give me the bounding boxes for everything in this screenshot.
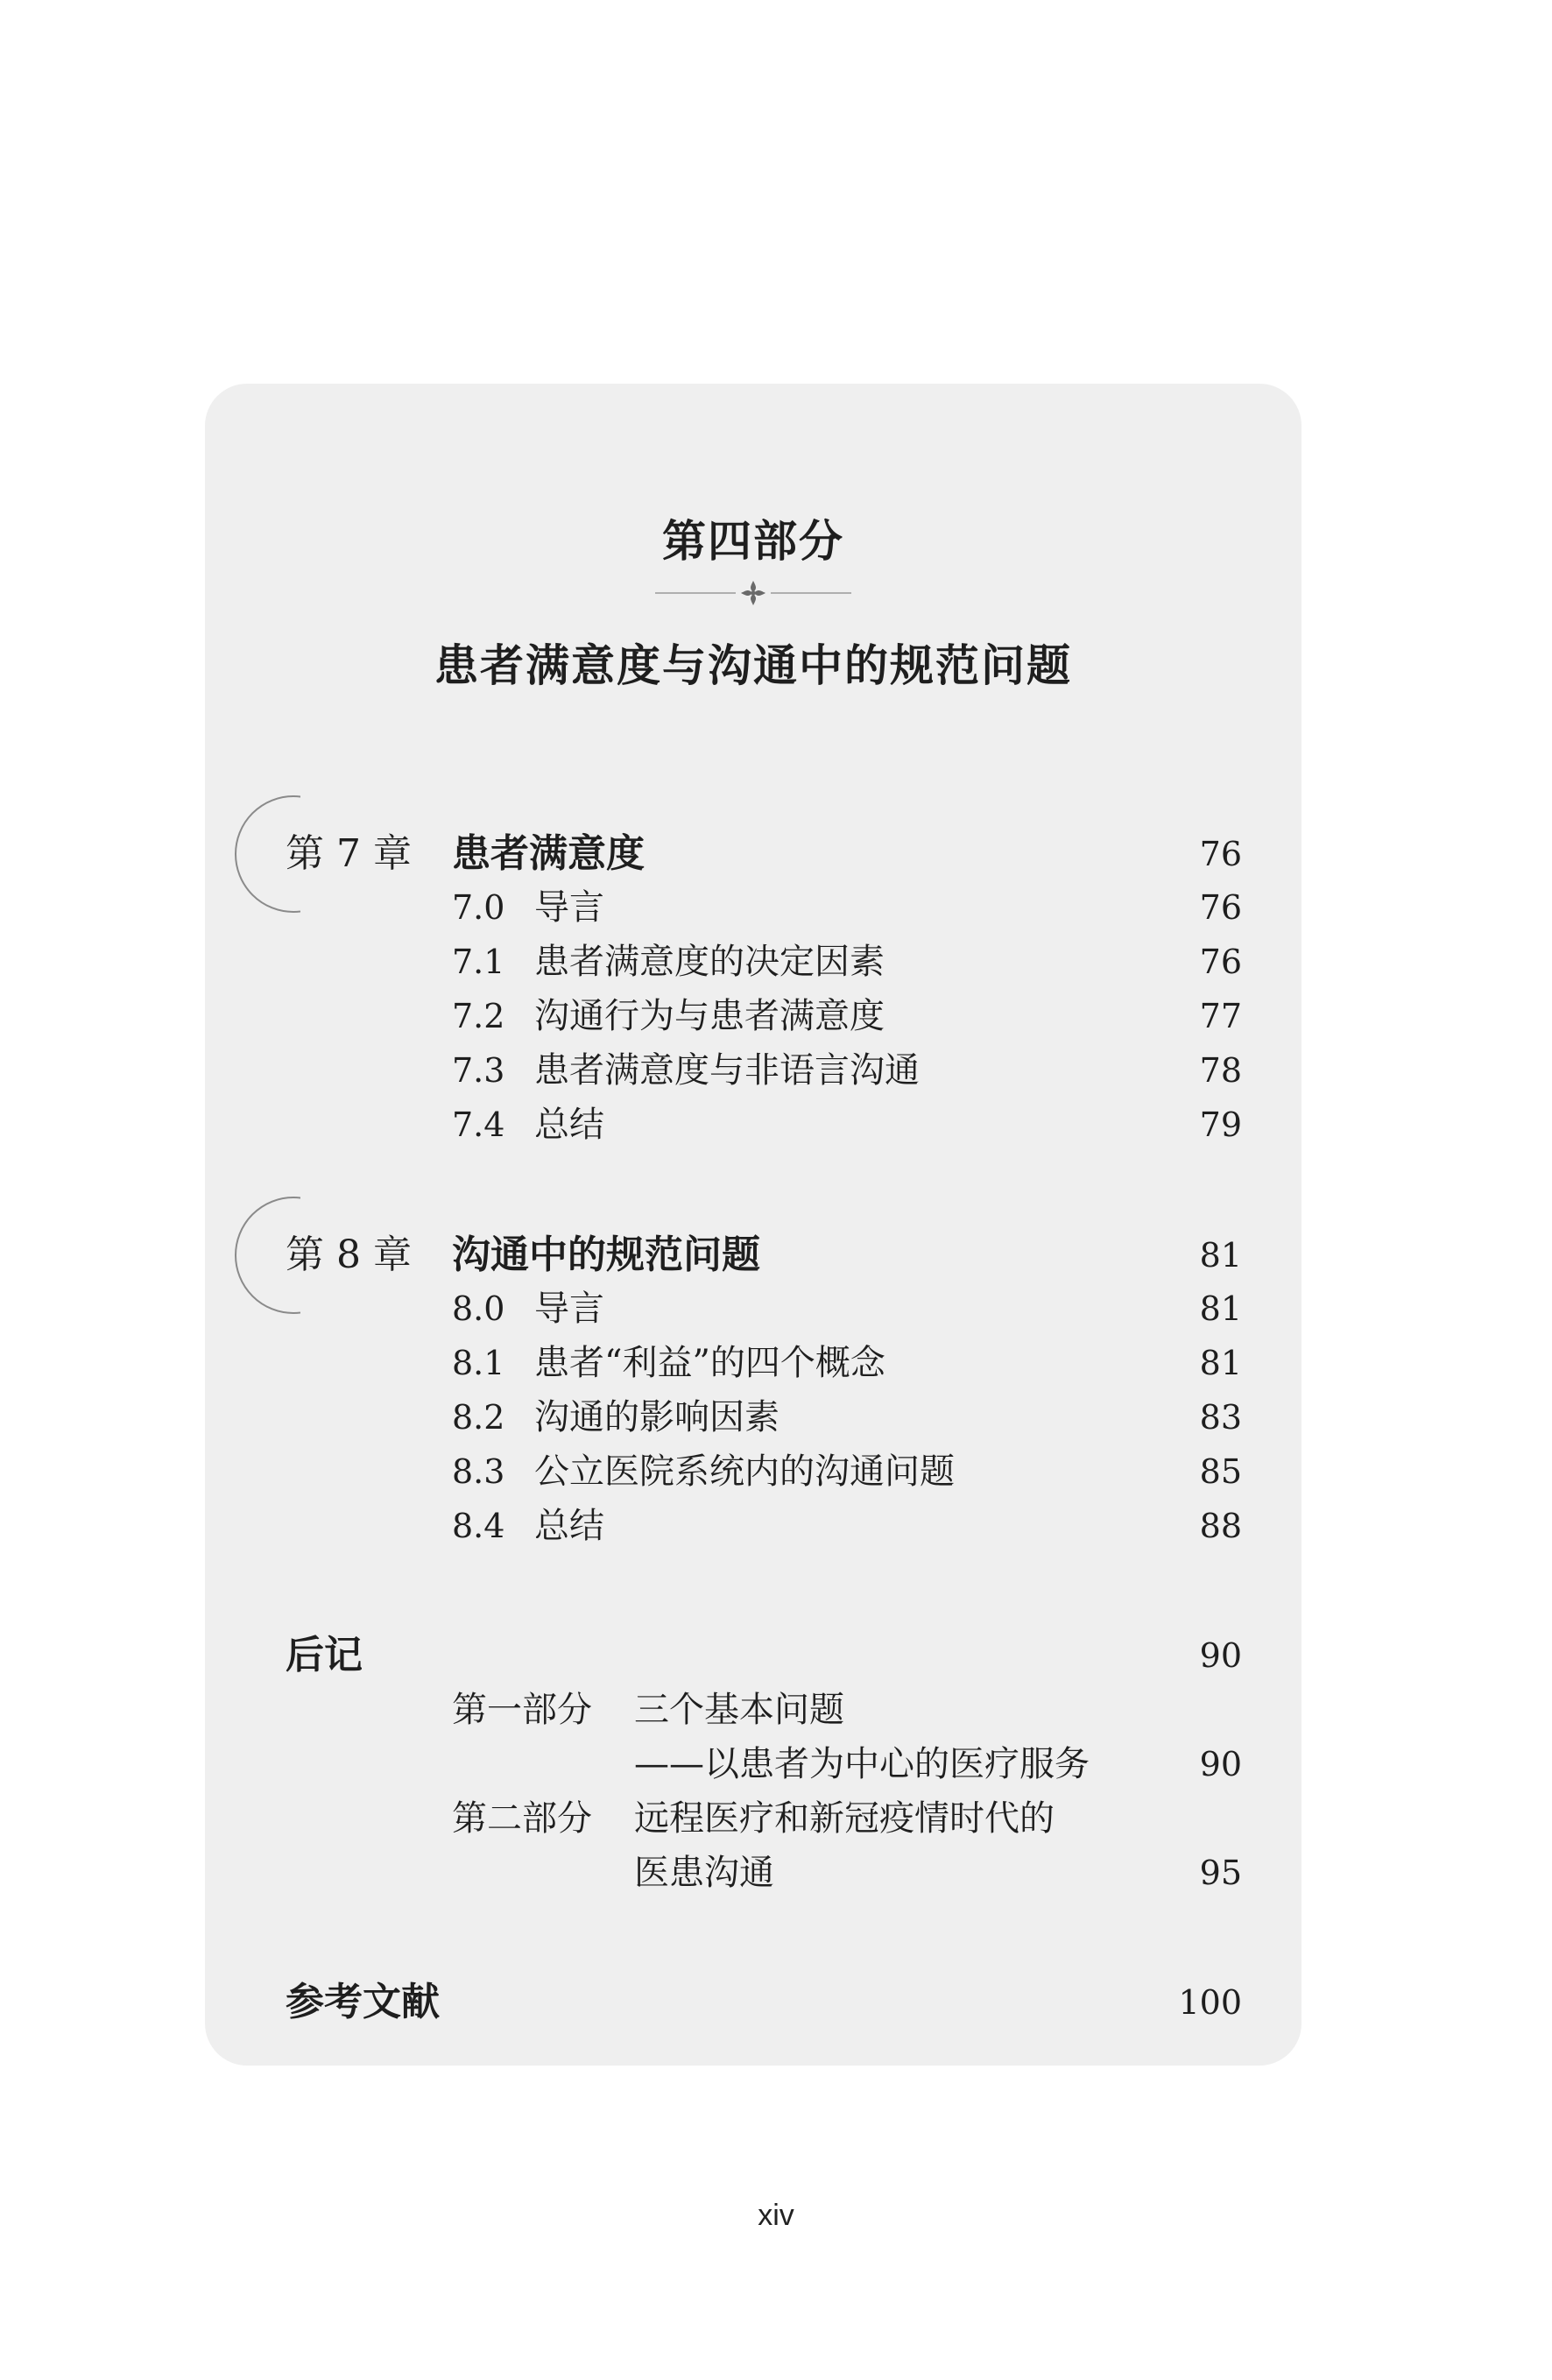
section-title: 沟通行为与患者满意度 (534, 996, 885, 1036)
section-number: 8.3 (452, 1452, 505, 1491)
page-number: 79 (1199, 1105, 1242, 1144)
page-number: 77 (1199, 997, 1242, 1035)
chapter-row (205, 826, 1302, 882)
section-row (205, 1498, 1302, 1554)
page-number: 90 (1199, 1636, 1242, 1675)
page-number: 76 (1199, 943, 1242, 981)
section-title: 患者满意度与非语言沟通 (534, 1050, 920, 1091)
section-number: 7.1 (452, 943, 505, 981)
section-number: 8.2 (452, 1398, 505, 1437)
section-row (205, 1097, 1302, 1153)
page-number: 95 (1199, 1854, 1242, 1892)
section-number: 8.4 (452, 1507, 505, 1545)
page-number: 100 (1178, 1983, 1242, 2022)
section-number: 7.0 (452, 888, 505, 927)
section-title: 导言 (534, 1289, 604, 1329)
afterword-part-subtitle: ——以患者为中心的医疗服务 (634, 1744, 1090, 1784)
section-row (205, 879, 1302, 936)
references-row (205, 1974, 1302, 2030)
afterword-row (205, 1628, 1302, 1684)
page-number: 85 (1199, 1452, 1242, 1491)
section-title: 总结 (534, 1506, 604, 1546)
section-title: 导言 (534, 887, 604, 928)
afterword-part-title: 三个基本问题 (634, 1690, 844, 1730)
afterword-title: 后记 (286, 1633, 363, 1677)
afterword-part-row (205, 1736, 1302, 1792)
section-title: 患者满意度的决定因素 (534, 942, 885, 982)
afterword-part-row (205, 1845, 1302, 1901)
section-row (205, 1335, 1302, 1391)
page-number: 76 (1199, 888, 1242, 927)
page-number: 81 (1199, 1289, 1242, 1328)
section-row (205, 988, 1302, 1044)
chapter-number: 第 7 章 (286, 831, 412, 876)
chapter-title: 沟通中的规范问题 (452, 1232, 760, 1277)
section-title: 公立医院系统内的沟通问题 (534, 1451, 955, 1492)
page-number: 78 (1199, 1051, 1242, 1090)
ornament-divider-icon (655, 578, 851, 608)
afterword-part-label: 第二部分 (452, 1798, 592, 1839)
page-number: 90 (1199, 1745, 1242, 1783)
section-title: 总结 (534, 1105, 604, 1145)
afterword-part-row (205, 1790, 1302, 1847)
section-number: 7.4 (452, 1105, 505, 1144)
page-number: 88 (1199, 1507, 1242, 1545)
folio-page-number: xiv (758, 2199, 794, 2232)
afterword-part-subtitle: 医患沟通 (634, 1853, 774, 1893)
references-title: 参考文献 (286, 1980, 440, 2024)
page-number: 83 (1199, 1398, 1242, 1437)
part-title: 患者满意度与沟通中的规范问题 (434, 639, 1072, 691)
section-number: 7.3 (452, 1051, 505, 1090)
chapter-number: 第 8 章 (286, 1232, 412, 1277)
section-row (205, 1444, 1302, 1500)
afterword-part-title: 远程医疗和新冠疫情时代的 (634, 1798, 1055, 1839)
section-title: 患者“利益”的四个概念 (534, 1343, 885, 1383)
section-row (205, 1042, 1302, 1098)
section-title: 沟通的影响因素 (534, 1397, 780, 1437)
toc-panel (205, 384, 1302, 2066)
chapter-row (205, 1227, 1302, 1283)
section-number: 8.1 (452, 1344, 505, 1382)
section-number: 7.2 (452, 997, 505, 1035)
section-row (205, 1281, 1302, 1337)
chapter-title: 患者满意度 (452, 831, 645, 876)
part-label: 第四部分 (662, 515, 844, 567)
afterword-part-label: 第一部分 (452, 1690, 592, 1730)
afterword-part-row (205, 1682, 1302, 1738)
section-row (205, 1389, 1302, 1445)
section-row (205, 934, 1302, 990)
section-number: 8.0 (452, 1289, 505, 1328)
page-number: 81 (1199, 1236, 1242, 1275)
page-number: 81 (1199, 1344, 1242, 1382)
page-number: 76 (1199, 835, 1242, 873)
